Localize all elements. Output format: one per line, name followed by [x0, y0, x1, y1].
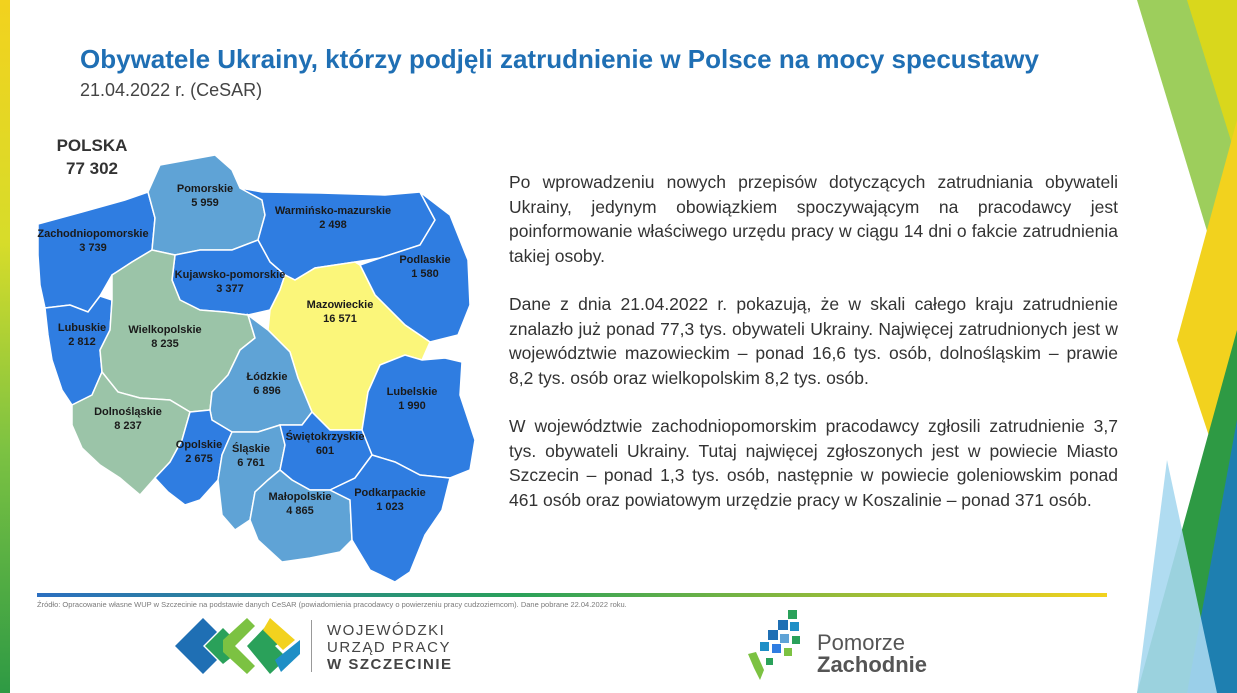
region-name-swietokrzyskie: Świętokrzyskie	[285, 431, 365, 443]
region-value-warminsko-mazurskie: 2 498	[319, 219, 347, 231]
region-name-pomorskie: Pomorskie	[176, 183, 234, 195]
region-value-mazowieckie: 16 571	[323, 313, 357, 325]
wup-logo-text	[327, 622, 453, 673]
region-name-mazowieckie: Mazowieckie	[306, 299, 374, 311]
region-value-kujawsko-pomorskie: 3 377	[216, 283, 244, 295]
region-value-slaskie: 6 761	[237, 457, 265, 469]
poland-total	[52, 134, 132, 180]
wup-line-1: WOJEWÓDZKI	[327, 622, 446, 639]
page-subtitle: 21.04.2022 r. (CeSAR)	[80, 80, 263, 100]
region-name-malopolskie: Małopolskie	[268, 491, 332, 503]
region-value-lubuskie: 2 812	[68, 336, 96, 348]
region-value-zachodniopomorskie: 3 739	[79, 242, 107, 254]
paragraph-2: Dane z dnia 21.04.2022 r. pokazują, że w skali całego kraju zatrudnienie znalazło już ponad 77,3 tys. obywateli Ukrainy. Najwięcej zatrudnionych jest w województwie mazowieckim – ponad 16,6 tys. osób, dolnośląskim – prawie 8,2 tys. osób oraz wielkopolskim 8,2 tys. osób.	[509, 294, 1118, 388]
region-name-lubelskie: Lubelskie	[386, 386, 438, 398]
region-name-dolnoslaskie: Dolnośląskie	[94, 406, 162, 418]
description-text	[509, 170, 1118, 536]
region-value-lubelskie: 1 990	[398, 400, 426, 412]
region-name-opolskie: Opolskie	[175, 439, 223, 451]
region-name-slaskie: Śląskie	[232, 443, 270, 455]
region-name-lubuskie: Lubuskie	[57, 322, 107, 334]
region-name-wielkopolskie: Wielkopolskie	[128, 324, 202, 336]
page-title: Obywatele Ukrainy, którzy podjęli zatrudnienie w Polsce na mocy specustawy	[80, 44, 1039, 74]
region-value-podlaskie: 1 580	[411, 268, 439, 280]
wup-logo-icon	[175, 610, 300, 682]
pz-line-2: Zachodnie	[817, 652, 928, 677]
region-name-podlaskie: Podlaskie	[399, 254, 451, 266]
region-name-kujawsko-pomorskie: Kujawsko-pomorskie	[174, 269, 286, 281]
region-name-lodzkie: Łódzkie	[246, 371, 288, 383]
region-value-podkarpackie: 1 023	[376, 501, 404, 513]
wup-line-2: URZĄD PRACY	[327, 639, 452, 656]
region-value-swietokrzyskie: 601	[315, 445, 335, 457]
paragraph-1: Po wprowadzeniu nowych przepisów dotyczących zatrudniania obywateli Ukrainy, jedynym obowiązkiem spoczywającym na pracodawcy jest poinformowanie właściwego urzędu pracy w ciągu 14 dni o fakcie zatrudnienia takiej osoby.	[509, 172, 1118, 266]
region-value-wielkopolskie: 8 235	[151, 338, 179, 350]
pz-line-1: Pomorze	[817, 630, 906, 655]
poland-total-label: POLSKA	[56, 136, 128, 155]
region-value-malopolskie: 4 865	[286, 505, 314, 517]
region-value-dolnoslaskie: 8 237	[114, 420, 142, 432]
region-value-pomorskie: 5 959	[191, 197, 219, 209]
poland-total-value: 77 302	[66, 159, 118, 178]
region-name-podkarpackie: Podkarpackie	[354, 487, 426, 499]
region-name-zachodniopomorskie: Zachodniopomorskie	[37, 228, 149, 240]
footer-divider	[37, 593, 1107, 597]
region-value-lodzkie: 6 896	[253, 385, 281, 397]
paragraph-3: W województwie zachodniopomorskim pracodawcy zgłosili zatrudnienie 3,7 tys. obywateli Ukrainy. Tutaj najwięcej zgłoszonych jest w powiecie Miasto Szczecin – ponad 1,3 tys. osób, następnie w powiecie goleniowskim ponad 461 osób oraz powiatowym urzędzie pracy w Koszalinie – ponad 371 osób.	[509, 416, 1118, 510]
pomorze-zachodnie-logo-text	[817, 632, 927, 676]
wup-line-3: W SZCZECINIE	[327, 656, 453, 673]
region-name-warminsko-mazurskie: Warmińsko-mazurskie	[274, 205, 392, 217]
region-value-opolskie: 2 675	[185, 453, 213, 465]
wup-logo-separator	[311, 620, 312, 672]
pomorze-zachodnie-logo-icon	[748, 608, 808, 684]
source-note: Źródło: Opracowanie własne WUP w Szczecinie na podstawie danych CeSAR (powiadomienia pracodawcy o powierzeniu pracy cudzoziemcom). Dane pobrane 22.04.2022 roku.	[37, 600, 627, 609]
